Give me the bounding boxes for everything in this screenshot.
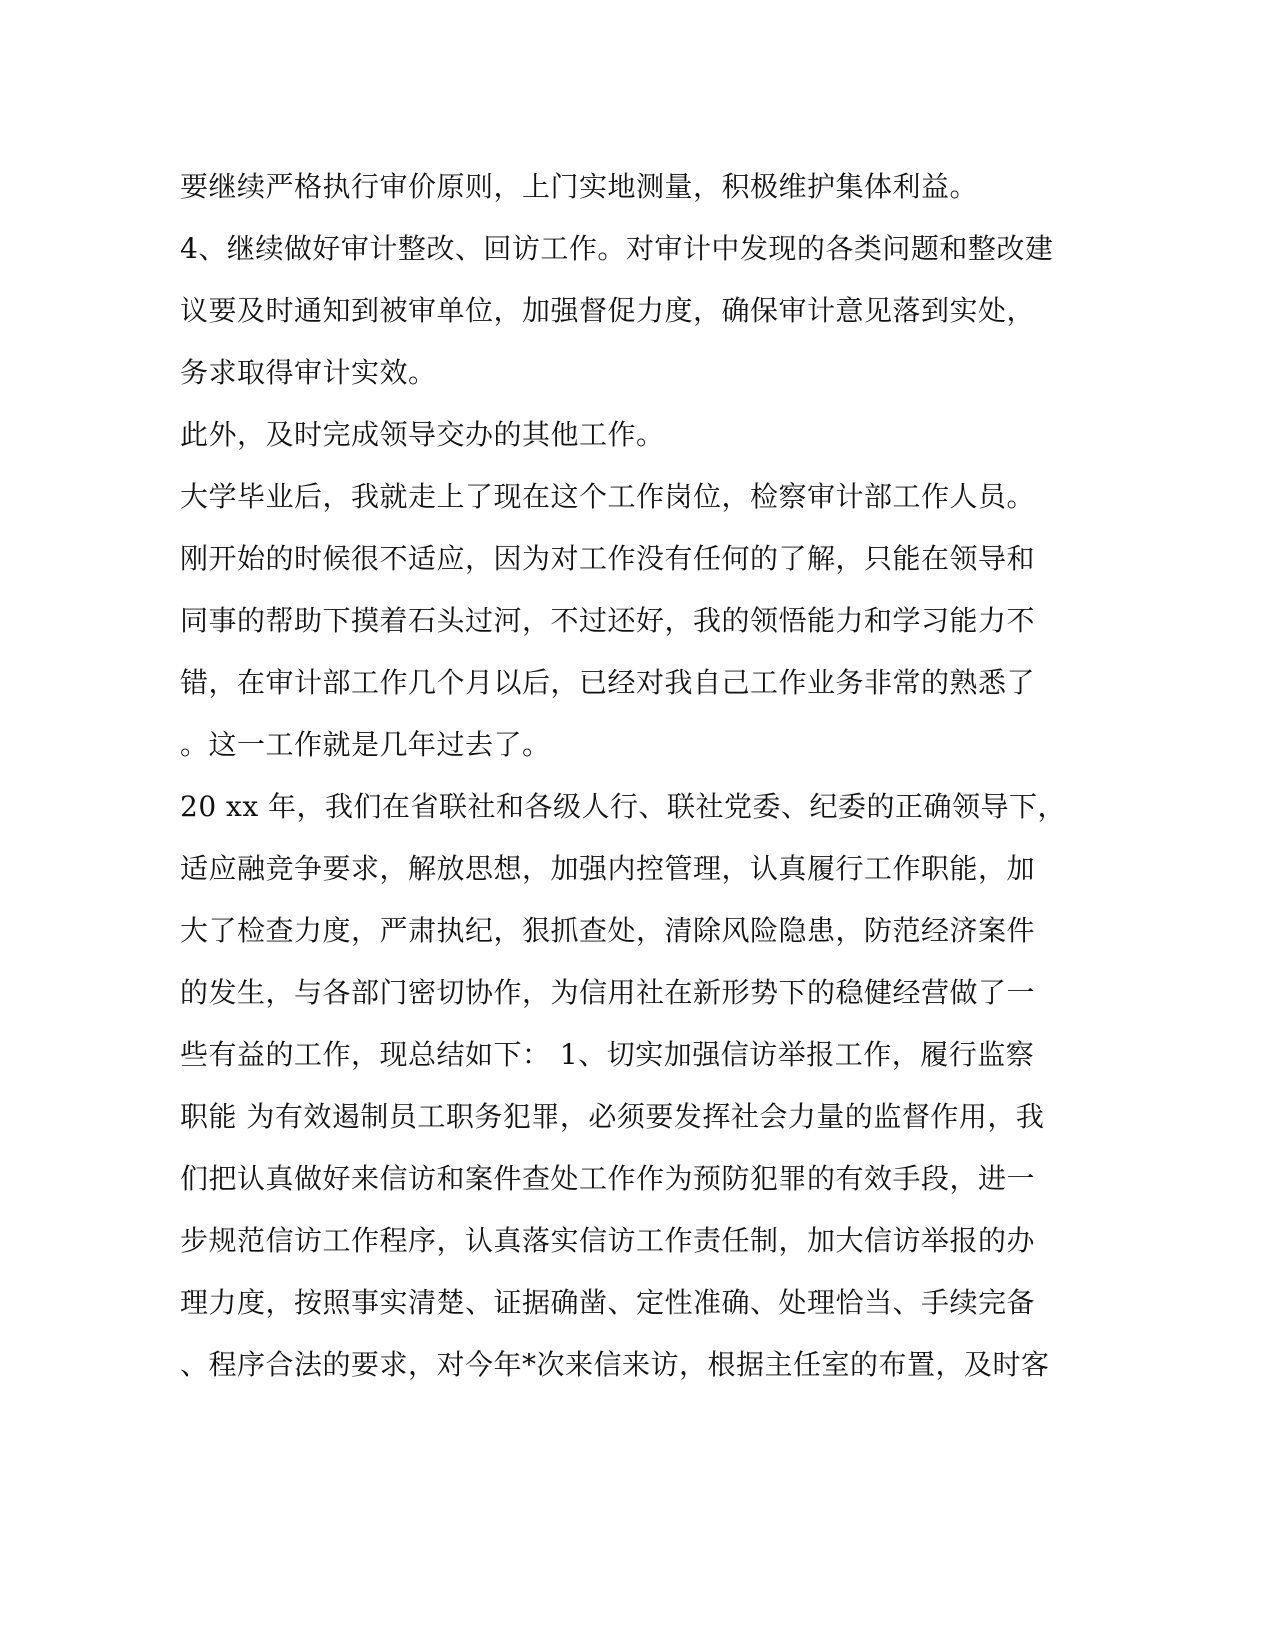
text-line: 20 xx 年，我们在省联社和各级人行、联社党委、纪委的正确领导下，: [180, 790, 1067, 823]
text-line: 们把认真做好来信访和案件查处工作作为预防犯罪的有效手段，进一: [180, 1162, 1036, 1195]
text-line: 同事的帮助下摸着石头过河，不过还好，我的领悟能力和学习能力不: [180, 604, 1036, 637]
text-line: 的发生，与各部门密切协作，为信用社在新形势下的稳健经营做了一: [180, 976, 1036, 1009]
text-line: 务求取得审计实效。: [180, 356, 437, 389]
text-line: 、程序合法的要求，对今年*次来信来访，根据主任室的布置，及时客: [180, 1348, 1050, 1381]
text-line: 要继续严格执行审价原则，上门实地测量，积极维护集体利益。: [180, 170, 979, 203]
text-line: 。这一工作就是几年过去了。: [180, 728, 551, 761]
text-line: 此外，及时完成领导交办的其他工作。: [180, 418, 665, 451]
text-line: 大了检查力度，严肃执纪，狠抓查处，清除风险隐患，防范经济案件: [180, 914, 1036, 947]
text-line: 议要及时通知到被审单位，加强督促力度，确保审计意见落到实处，: [180, 294, 1036, 327]
text-line: 些有益的工作，现总结如下： 1、切实加强信访举报工作，履行监察: [180, 1038, 1035, 1071]
text-line: 4、继续做好审计整改、回访工作。对审计中发现的各类问题和整改建: [180, 232, 1054, 265]
text-line: 刚开始的时候很不适应，因为对工作没有任何的了解，只能在领导和: [180, 542, 1036, 575]
text-line: 大学毕业后，我就走上了现在这个工作岗位，检察审计部工作人员。: [180, 480, 1036, 513]
text-line: 职能 为有效遏制员工职务犯罪，必须要发挥社会力量的监督作用，我: [180, 1100, 1045, 1133]
text-line: 步规范信访工作程序，认真落实信访工作责任制，加大信访举报的办: [180, 1224, 1036, 1257]
body-text: [180, 156, 1067, 1396]
text-line: 错，在审计部工作几个月以后，已经对我自己工作业务非常的熟悉了: [180, 666, 1036, 699]
text-line: 适应融竞争要求，解放思想，加强内控管理，认真履行工作职能，加: [180, 852, 1036, 885]
text-line: 理力度，按照事实清楚、证据确凿、定性准确、处理恰当、手续完备: [180, 1286, 1036, 1319]
